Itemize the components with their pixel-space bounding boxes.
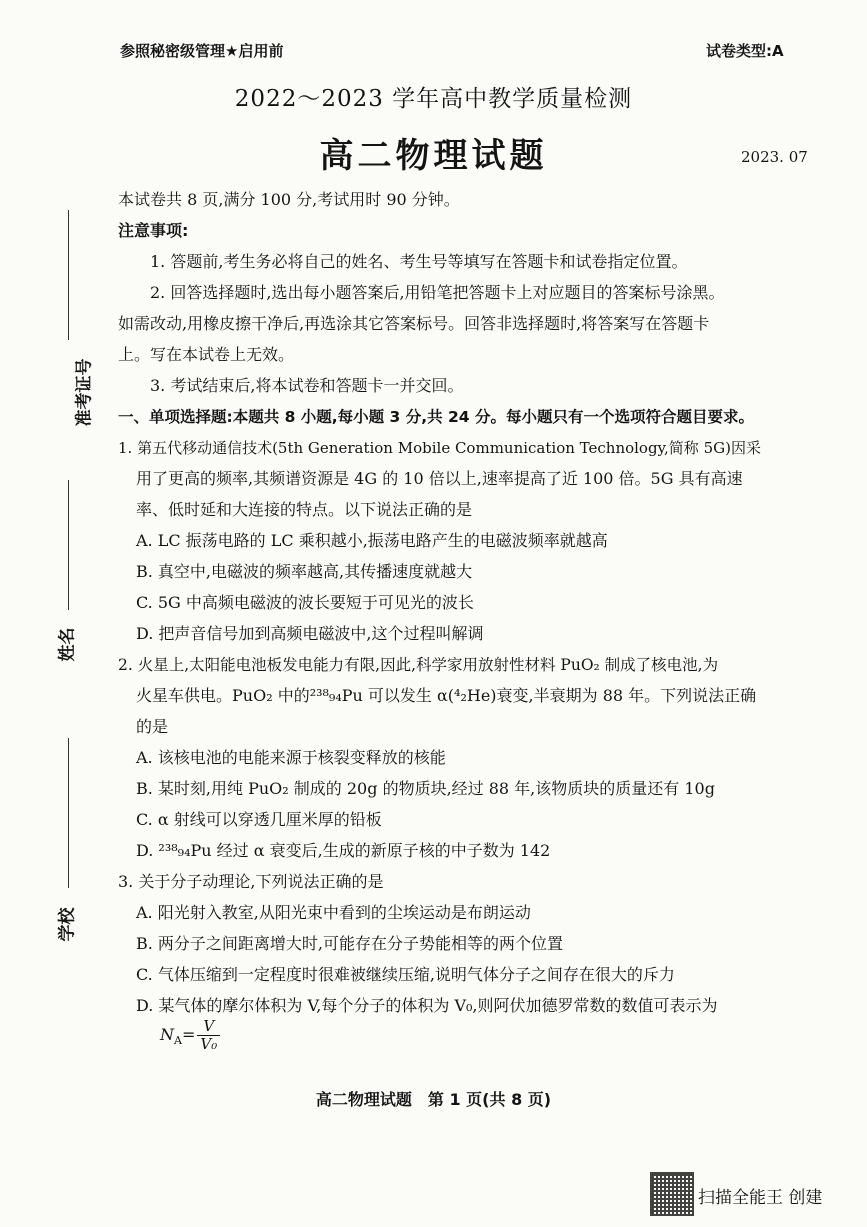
option-d: D. 某气体的摩尔体积为 V,每个分子的体积为 V₀,则阿伏加德罗常数的数值可表示为 [136,996,718,1015]
section-heading: 一、单项选择题:本题共 8 小题,每小题 3 分,共 24 分。每小题只有一个选项符合题目要求。 [118,408,754,426]
notice-item: 3. 考试结束后,将本试卷和答题卡一并交回。 [150,376,464,395]
option-b: B. 两分子之间距离增大时,可能存在分子势能相等的两个位置 [136,934,564,953]
notice-item: 上。写在本试卷上无效。 [118,345,295,364]
question-line: 1. 第五代移动通信技术(5th Generation Mobile Communication Technology,简称 5G)因采 [118,439,761,457]
exam-id-label: 准考证号 [74,358,95,427]
question-line: 火星车供电。PuO₂ 中的²³⁸₉₄Pu 可以发生 α(⁴₂He)衰变,半衰期为 88 年。下列说法正确 [136,686,757,705]
option-c: C. 5G 中高频电磁波的波长要短于可见光的波长 [136,593,474,612]
formula-fraction [197,1018,220,1053]
question-line: 率、低时延和大连接的特点。以下说法正确的是 [136,500,473,519]
question-line: 用了更高的频率,其频谱资源是 4G 的 10 倍以上,速率提高了近 100 倍。5G 具有高速 [136,469,743,488]
formula-denominator: V₀ [200,1035,218,1053]
question-line: 2. 火星上,太阳能电池板发电能力有限,因此,科学家用放射性材料 PuO₂ 制成了核电池,为 [118,656,719,674]
option-d: D. 把声音信号加到高频电磁波中,这个过程叫解调 [136,624,484,643]
notice-item: 如需改动,用橡皮擦干净后,再选涂其它答案标号。回答非选择题时,将答案写在答题卡 [118,314,710,333]
secrecy-label: 参照秘密级管理★启用前 [120,42,284,60]
notice-item: 2. 回答选择题时,选出每小题答案后,用铅笔把答题卡上对应题目的答案标号涂黑。 [150,283,725,302]
page-title: 高二物理试题 [319,136,548,176]
option-d: D. ²³⁸₉₄Pu 经过 α 衰变后,生成的新原子核的中子数为 142 [136,841,551,860]
qr-code-icon [650,1172,694,1216]
option-c: C. 气体压缩到一定程度时很难被继续压缩,说明气体分子之间存在很大的斥力 [136,965,675,984]
formula-numerator: V [197,1018,220,1036]
name-label: 姓名 [57,627,78,662]
year-title: 2022～2023 学年高中教学质量检测 [234,86,633,112]
notice-item: 1. 答题前,考生务必将自己的姓名、考生号等填写在答题卡和试卷指定位置。 [150,252,688,271]
scanner-watermark: 扫描全能王 创建 [698,1188,823,1208]
option-b: B. 真空中,电磁波的频率越高,其传播速度就越大 [136,562,473,581]
option-a: A. 该核电池的电能来源于核裂变释放的核能 [136,748,446,767]
binding-line [68,210,69,340]
formula-sub: A [174,1034,182,1048]
binding-line [68,480,69,610]
page-footer: 高二物理试题 第 1 页(共 8 页) [315,1090,552,1109]
formula-eq: = [181,1025,196,1044]
avogadro-formula [160,1018,220,1053]
option-a: A. LC 振荡电路的 LC 乘积越小,振荡电路产生的电磁波频率就越高 [136,531,608,550]
intro-text: 本试卷共 8 页,满分 100 分,考试用时 90 分钟。 [118,190,460,209]
notice-title: 注意事项: [118,221,189,240]
option-b: B. 某时刻,用纯 PuO₂ 制成的 20g 的物质块,经过 88 年,该物质块的质量还有 10g [136,779,715,798]
binding-line [68,738,69,888]
question-line: 3. 关于分子动理论,下列说法正确的是 [118,872,384,891]
option-a: A. 阳光射入教室,从阳光束中看到的尘埃运动是布朗运动 [136,903,531,922]
school-label: 学校 [57,907,78,942]
formula-lhs: N [160,1025,174,1044]
paper-type-label: 试卷类型:A [706,42,784,60]
exam-date: 2023. 07 [741,148,808,166]
option-c: C. α 射线可以穿透几厘米厚的铅板 [136,810,382,829]
question-line: 的是 [136,717,169,736]
